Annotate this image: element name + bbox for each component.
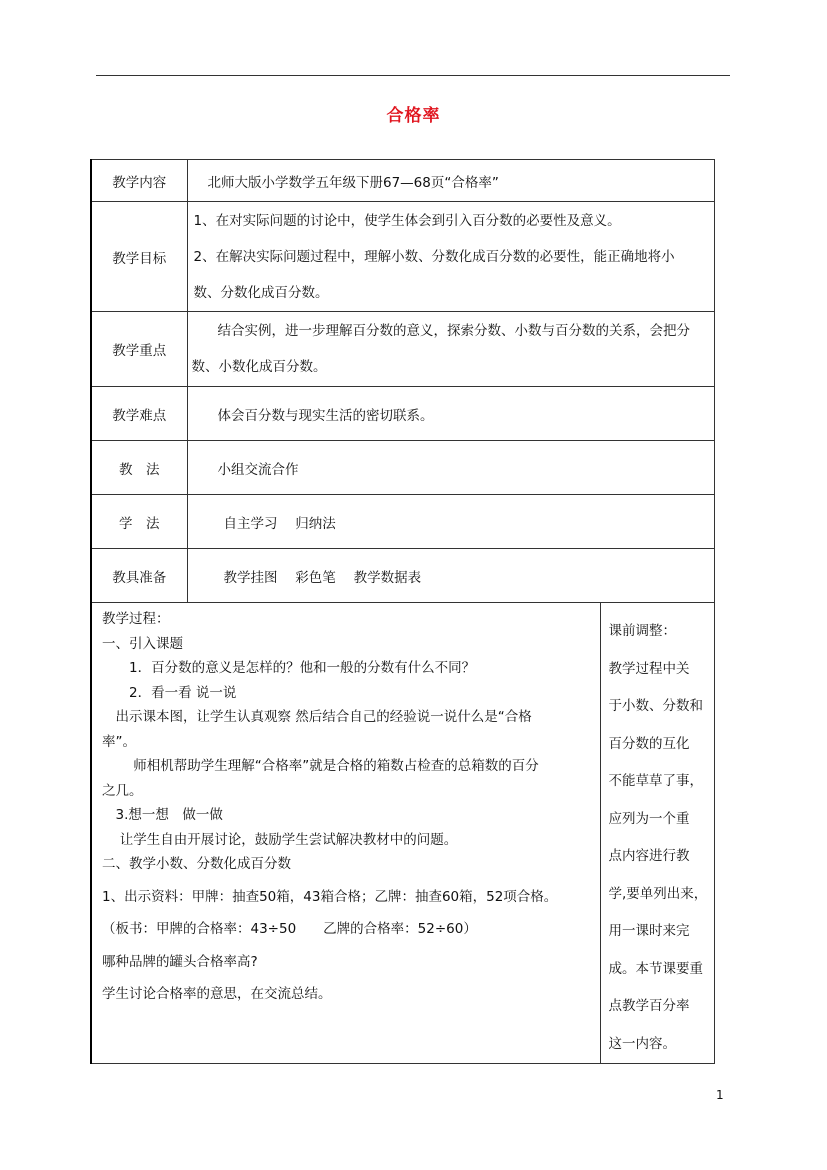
- page-number: 1: [716, 1088, 724, 1102]
- note-line-9: 用一课时来完: [608, 923, 690, 939]
- document-title: 合格率: [386, 106, 441, 126]
- process-line-2: 一、引入课题: [102, 635, 183, 652]
- row-process: [91, 603, 714, 1064]
- spacer: [102, 942, 592, 950]
- note-line-2: 教学过程中关: [608, 660, 690, 677]
- label-content: 教学内容: [91, 160, 187, 202]
- spacer: [102, 877, 592, 885]
- note-line-3: 于小数、分数和: [608, 698, 703, 714]
- process-line-11: 二、教学小数、分数化成百分数: [102, 856, 291, 872]
- value-focus: [187, 312, 714, 387]
- goal-line-2: 2、在解决实际问题过程中，理解小数、分数化成百分数的必要性，能正确地将小: [193, 248, 675, 265]
- process-line-15: 学生讨论合格率的意思，在交流总结。: [102, 986, 332, 1002]
- row-materials: [91, 549, 714, 603]
- note-line-1: 课前调整：: [608, 623, 676, 639]
- process-line-10: 让学生自由开展讨论，鼓励学生尝试解决教材中的问题。: [102, 831, 458, 848]
- note-line-12: 这一内容。: [608, 1035, 676, 1052]
- note-line-5: 不能草草了事，: [608, 773, 703, 789]
- process-line-12: 1、出示资料：甲牌：抽查50箱，43箱合格；乙牌：抽查60箱，52项合格。: [102, 888, 558, 905]
- value-difficulty: 体会百分数与现实生活的密切联系。: [187, 387, 714, 441]
- label-focus: 教学重点: [91, 312, 187, 387]
- goal-line-3: 数、分数化成百分数。: [193, 284, 329, 301]
- process-line-3: 1．百分数的意义是怎样的？他和一般的分数有什么不同？: [102, 660, 476, 676]
- process-line-9: 3.想一想 做一做: [102, 807, 223, 823]
- spacer: [102, 974, 592, 982]
- process-line-7: 师相机帮助学生理解“合格率”就是合格的箱数占检查的总箱数的百分: [102, 758, 539, 774]
- focus-text: 结合实例，进一步理解百分数的意义，探索分数、小数与百分数的关系，会把分数、小数化成百分数。: [191, 323, 690, 375]
- row-focus: [91, 312, 714, 387]
- process-cell: [91, 603, 600, 1064]
- value-goals: [187, 202, 714, 312]
- label-goals: 教学目标: [91, 202, 187, 312]
- header-rule: [96, 75, 730, 76]
- process-line-8: 之几。: [102, 782, 143, 799]
- note-line-8: 学,要单列出来，: [608, 885, 708, 902]
- lesson-plan-table: [90, 159, 715, 1064]
- process-line-5: 出示课本图，让学生认真观察 然后结合自己的经验说一说什么是“合格: [102, 709, 532, 725]
- label-difficulty: 教学难点: [91, 387, 187, 441]
- label-teaching-method: 教 法: [91, 441, 187, 495]
- value-materials: 教学挂图 彩色笔 教学数据表: [187, 549, 714, 603]
- row-teaching-method: [91, 441, 714, 495]
- value-learning-method: 自主学习 归纳法: [187, 495, 714, 549]
- process-line-4: 2．看一看 说一说: [102, 684, 237, 701]
- value-content: 北师大版小学数学五年级下册67—68页“合格率”: [187, 160, 714, 202]
- notes-cell: [600, 603, 714, 1064]
- label-materials: 教具准备: [91, 549, 187, 603]
- process-line-13: （板书：甲牌的合格率：43÷50 乙牌的合格率：52÷60）: [102, 921, 477, 937]
- process-line-14: 哪种品牌的罐头合格率高?: [102, 953, 258, 970]
- process-line-1: 教学过程：: [102, 611, 170, 627]
- note-line-4: 百分数的互化: [608, 735, 690, 752]
- note-line-7: 点内容进行教: [608, 848, 690, 864]
- row-difficulty: [91, 387, 714, 441]
- goal-line-1: 1、在对实际问题的讨论中，使学生体会到引入百分数的必要性及意义。: [193, 212, 621, 229]
- note-line-11: 点教学百分率: [608, 998, 690, 1014]
- row-learning-method: [91, 495, 714, 549]
- note-line-6: 应列为一个重: [608, 810, 690, 827]
- note-line-10: 成。本节课要重: [608, 960, 703, 977]
- row-content: [91, 160, 714, 202]
- row-goals: [91, 202, 714, 312]
- label-learning-method: 学 法: [91, 495, 187, 549]
- spacer: [102, 909, 592, 917]
- value-teaching-method: 小组交流合作: [187, 441, 714, 495]
- process-line-6: 率”。: [102, 733, 136, 750]
